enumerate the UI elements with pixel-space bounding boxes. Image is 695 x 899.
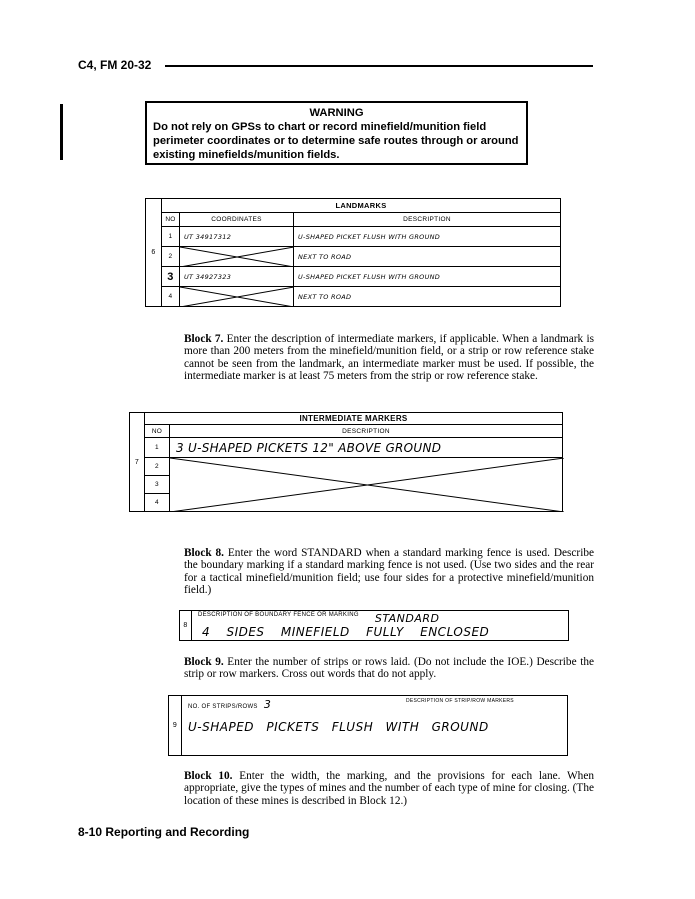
- coord-cell: UT 34917312: [180, 227, 294, 247]
- change-bar: [60, 104, 63, 160]
- intermediate-markers-title: INTERMEDIATE MARKERS: [145, 413, 563, 425]
- block8-body: Enter the word STANDARD when a standard marking fence is used. Describe the boundary marking if a standard marking fence is not used. (Use two sides and the rear for a tactical minefield/munition field; use four sides for a protective minefield/munition field.): [184, 547, 594, 597]
- warning-box: [145, 101, 528, 165]
- block7-paragraph: [184, 333, 594, 383]
- block10-body: Enter the width, the marking, and the provisions for each lane. When appropriate, give the types of mines and the number of each type of mine for closing. (The location of these mines is described in Block 12.): [184, 770, 594, 807]
- warning-title: WARNING: [309, 107, 364, 119]
- strips-rows-form: [168, 695, 568, 756]
- header-rule: [165, 65, 593, 67]
- block7-label: Block 7.: [184, 333, 224, 345]
- block9-paragraph: [184, 656, 594, 681]
- row-no: 4: [162, 287, 180, 307]
- row-no: 1: [145, 438, 170, 458]
- boundary-marking-value-2: 4 SIDES MINEFIELD FULLY ENCLOSED: [202, 625, 490, 639]
- block10-label: Block 10.: [184, 770, 233, 782]
- intermediate-markers-form: [129, 412, 563, 512]
- block-number-6: 6: [146, 199, 162, 307]
- col-coordinates: COORDINATES: [180, 213, 294, 227]
- strips-value: 3: [263, 698, 272, 711]
- boundary-marking-form: [179, 610, 569, 641]
- block9-label: Block 9.: [184, 656, 224, 668]
- block-number-7: 7: [130, 413, 145, 512]
- block-number-8: 8: [180, 611, 192, 641]
- strips-label: NO. OF STRIPS/ROWS: [188, 704, 258, 710]
- strips-rows-cell: [182, 696, 568, 756]
- warning-body: Do not rely on GPSs to chart or record minefield/munition field perimeter coordinates or to determine safe routes through or around existing minefields/munition fields.: [153, 121, 519, 161]
- row-no: 4: [145, 494, 170, 512]
- running-header: C4, FM 20-32: [78, 58, 152, 72]
- landmarks-form: [145, 198, 561, 307]
- block9-body: Enter the number of strips or rows laid. (Do not include the IOE.) Describe the strip or row markers. Cross out words that do not apply.: [184, 656, 594, 681]
- col-description: DESCRIPTION: [294, 213, 561, 227]
- block-number-9: 9: [169, 696, 182, 756]
- strip-markers-value: U-SHAPED PICKETS FLUSH WITH GROUND: [188, 720, 489, 734]
- boundary-marking-cell: [192, 611, 569, 641]
- crossed-out-cell: [180, 247, 294, 267]
- row-no: 3: [162, 267, 180, 287]
- desc-cell: NEXT TO ROAD: [294, 247, 561, 267]
- desc-cell: 3 U-SHAPED PICKETS 12" ABOVE GROUND: [170, 438, 563, 458]
- cross-out-mark: [180, 287, 294, 307]
- desc-cell: U-SHAPED PICKET FLUSH WITH GROUND: [294, 267, 561, 287]
- col-no: NO: [162, 213, 180, 227]
- coord-cell: UT 34927323: [180, 267, 294, 287]
- desc-cell: U-SHAPED PICKET FLUSH WITH GROUND: [294, 227, 561, 247]
- crossed-out-cell: [180, 287, 294, 307]
- cross-out-mark: [180, 247, 294, 267]
- block7-body: Enter the description of intermediate markers, if applicable. When a landmark is more than 200 meters from the minefield/munition field, or a strip or row reference stake cannot be seen from the landmark, an intermediate marker must be used. If possible, the intermediate marker is at least 75 meters from the strip or row reference stake.: [184, 333, 594, 383]
- page-footer: 8-10 Reporting and Recording: [78, 825, 250, 839]
- block8-paragraph: [184, 547, 594, 597]
- boundary-marking-label: DESCRIPTION OF BOUNDARY FENCE OR MARKING: [198, 612, 359, 618]
- desc-cell: NEXT TO ROAD: [294, 287, 561, 307]
- boundary-marking-value-1: STANDARD: [374, 612, 440, 625]
- col-no: NO: [145, 425, 170, 438]
- landmarks-title: LANDMARKS: [162, 199, 561, 213]
- strip-markers-label: DESCRIPTION OF STRIP/ROW MARKERS: [406, 698, 514, 704]
- row-no: 3: [145, 476, 170, 494]
- crossed-out-cell: [170, 458, 563, 512]
- row-no: 2: [162, 247, 180, 267]
- cross-out-mark: [170, 458, 564, 512]
- block8-label: Block 8.: [184, 547, 224, 559]
- row-no: 1: [162, 227, 180, 247]
- block10-paragraph: [184, 770, 594, 807]
- col-description: DESCRIPTION: [170, 425, 563, 438]
- row-no: 2: [145, 458, 170, 476]
